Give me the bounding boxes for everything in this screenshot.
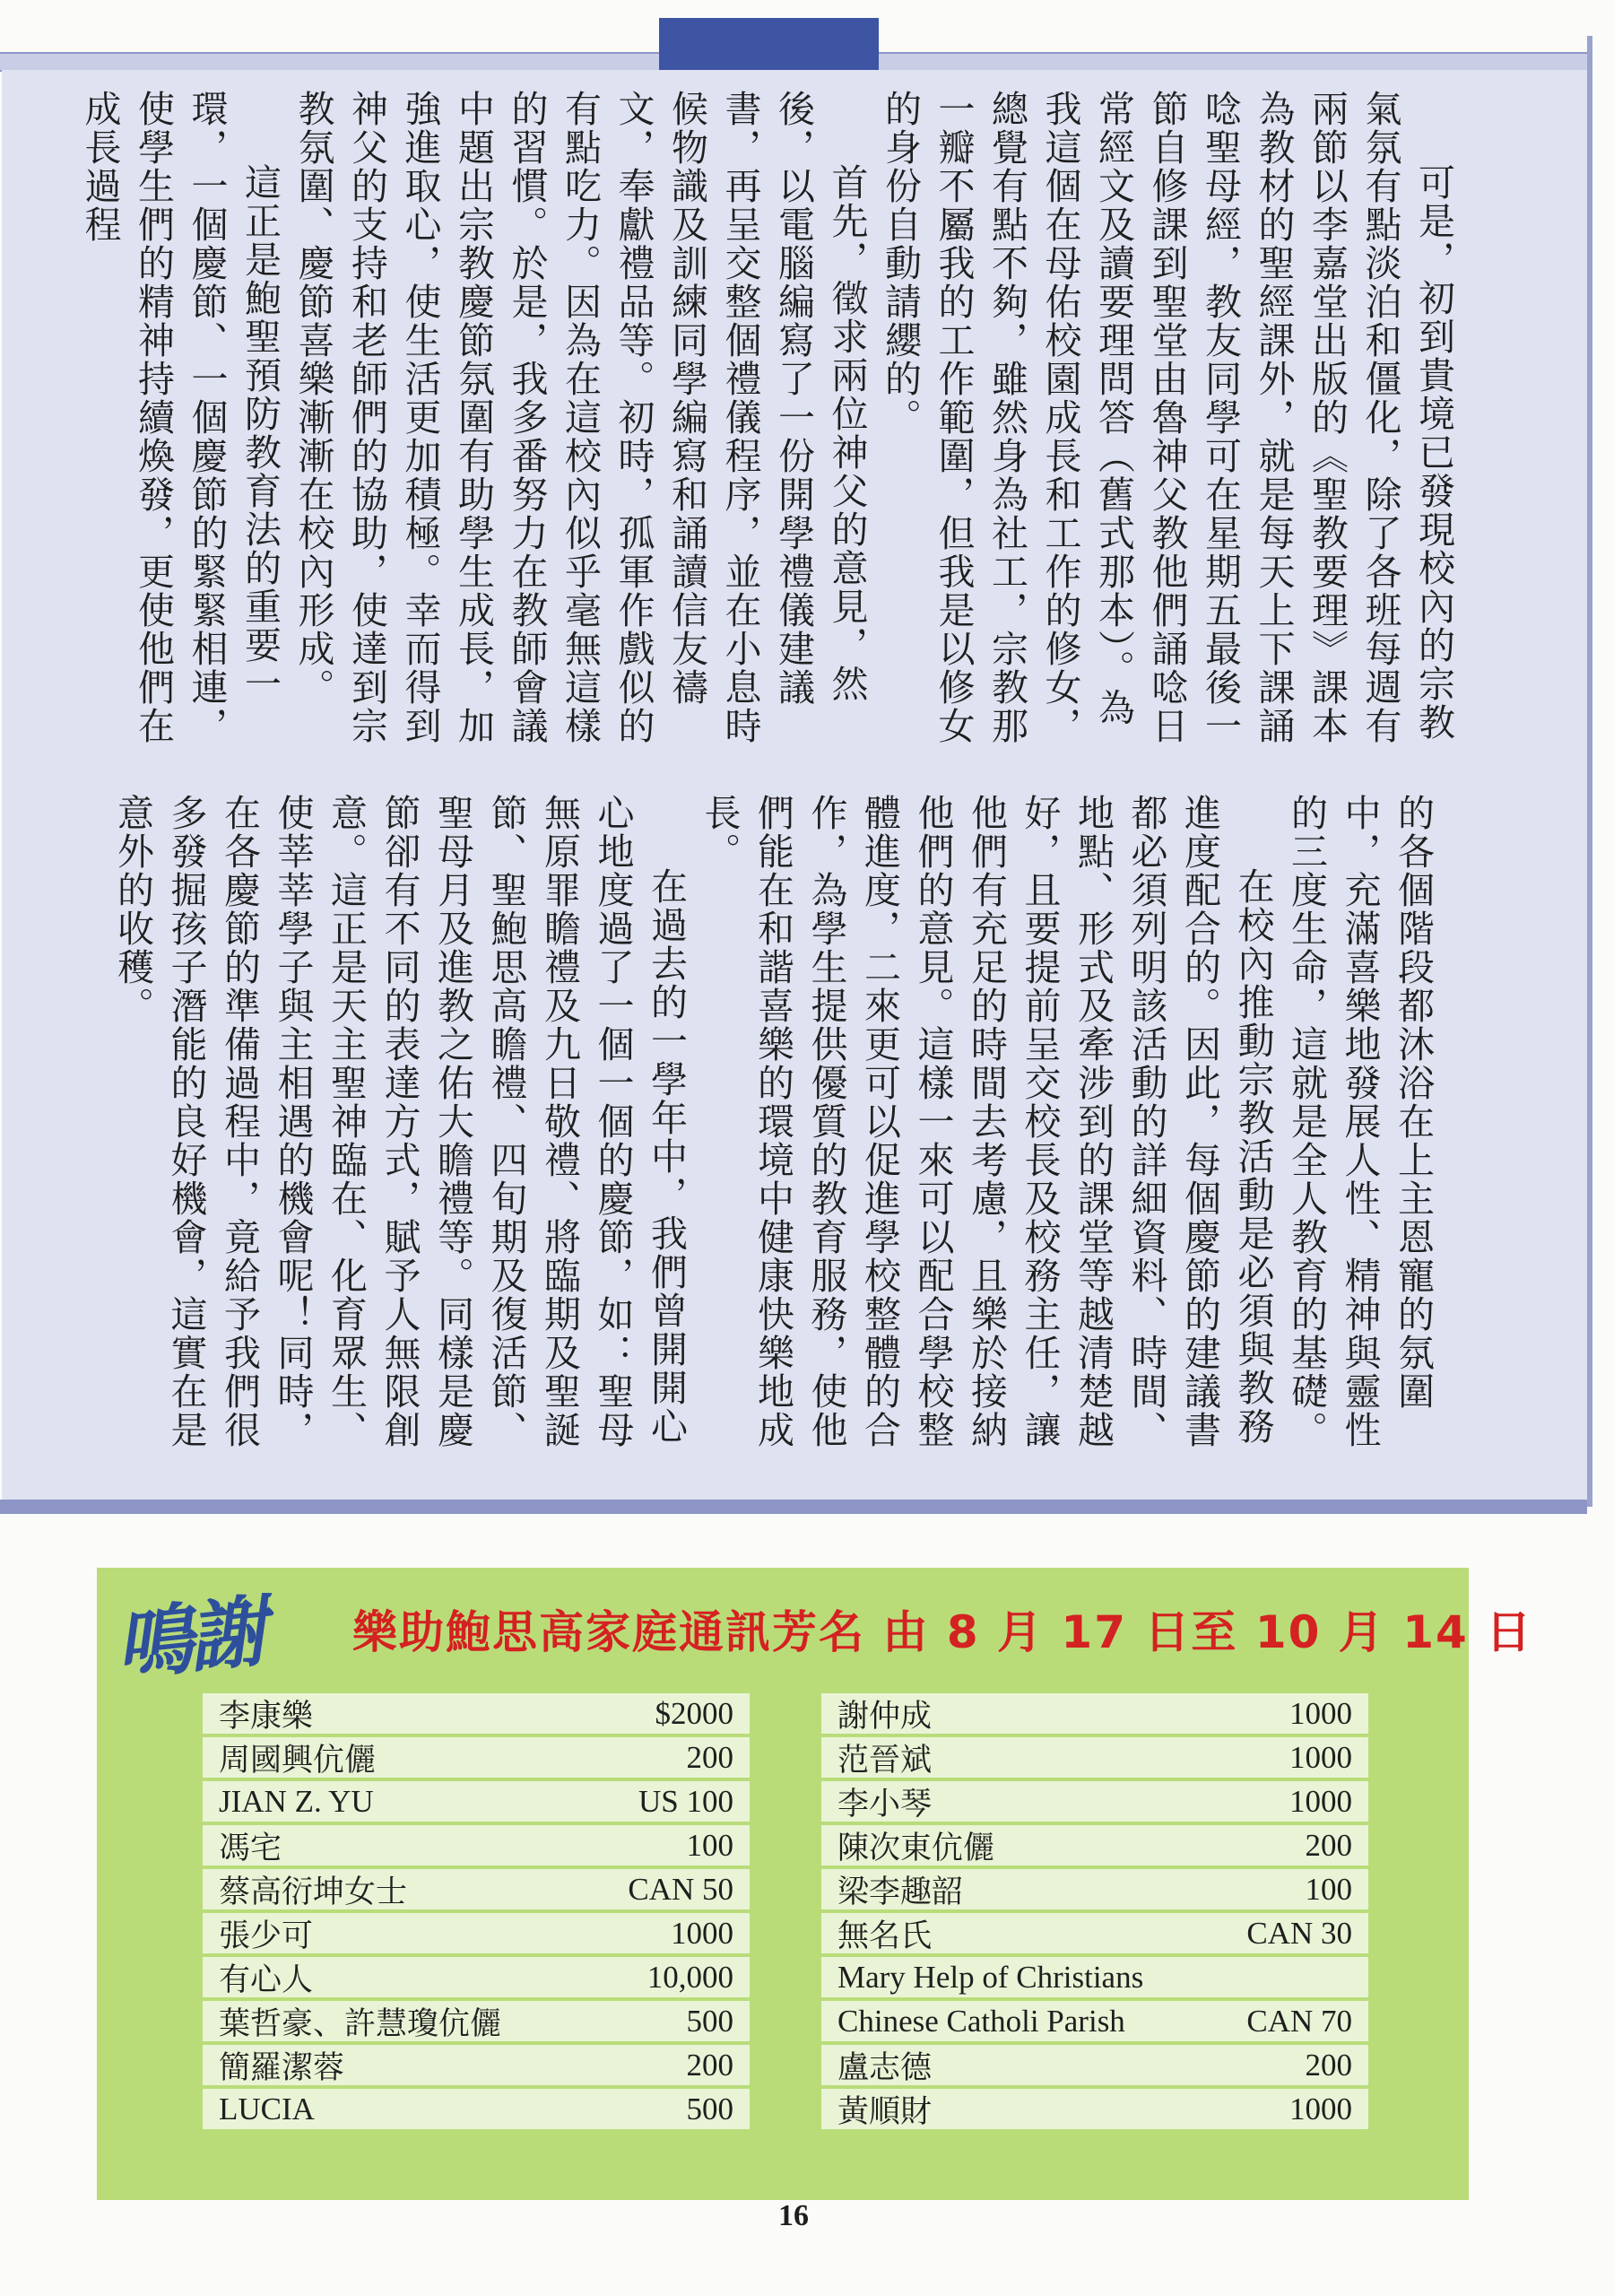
article-block-lower	[111, 794, 1439, 1453]
donor-amount: 1000	[1289, 1695, 1352, 1731]
donor-amount: $2000	[655, 1695, 733, 1731]
donor-amount: 200	[686, 2047, 733, 2083]
donor-row	[203, 1693, 750, 1734]
donor-amount: 1000	[671, 1915, 733, 1951]
article-paragraph: 首先，徵求兩位神父的意見，然後，以電腦編寫了一份開學禮儀建議書，再呈交整個禮儀程序，並在小息時候物識及訓練同學編寫和誦讀信友禱文，奉獻禮品等。初時，孤軍作戲似的有點吃力。因為在這校內似乎毫無這樣的習慣。於是，我多番努力在教師會議中題出宗教慶節氛圍有助學生成長，加強進取心，使生活更加積極。幸而得到神父的支持和老師們的協助，使達到宗教氛圍、慶節喜樂漸漸在校內形成。	[291, 90, 869, 745]
donor-row	[203, 2045, 750, 2085]
donor-amount: 200	[1305, 2047, 1352, 2083]
donor-name: 李小琴	[837, 1786, 933, 1822]
donor-name: 周國興伉儷	[219, 1742, 377, 1778]
donor-amount: 100	[1305, 1871, 1352, 1907]
donor-name: 蔡高衍坤女士	[219, 1874, 408, 1909]
thanks-panel	[97, 1568, 1533, 2200]
donor-name: 范晉斌	[837, 1742, 933, 1778]
donor-name: Chinese Catholi Parish	[837, 2003, 1125, 2039]
article-block-upper	[78, 90, 1460, 749]
donor-amount: 200	[1305, 1827, 1352, 1863]
right-edge-stripe	[1587, 36, 1592, 1507]
donor-name: 無名氏	[837, 1918, 933, 1953]
donor-name: 黃順財	[837, 2093, 933, 2129]
donor-amount: US 100	[638, 1783, 733, 1819]
donor-row	[203, 1913, 750, 1953]
donor-name: Mary Help of Christians	[837, 1959, 1144, 1995]
donor-name: JIAN Z. YU	[219, 1783, 374, 1819]
donor-amount: 500	[686, 2091, 733, 2126]
page-number: 16	[778, 2199, 809, 2232]
donor-amount: CAN 50	[628, 1871, 733, 1907]
donor-row	[203, 1957, 750, 1997]
donor-row	[203, 1737, 750, 1778]
donor-row	[203, 1825, 750, 1866]
article-paragraph: 這正是鮑聖預防教育法的重要一環，一個慶節、一個慶節的緊緊相連，使學生們的精神持續煥發，更使他們在成長過程	[78, 90, 282, 745]
article-paragraph: 在過去的一學年中，我們曾開開心心地度過了一個一個的慶節，如：聖母無原罪瞻禮及九日敬禮、將臨期及聖誕節、聖鮑思高瞻禮、四旬期及復活節、聖母月及進教之佑大瞻禮等。同樣是慶節卻有不同的表達方式，賦予人無限創意。這正是天主聖神臨在、化育眾生、使莘莘學子與主相遇的機會呢！同時，在各慶節的準備過程中，竟給予我們很多發掘孩子潛能的良好機會，這實在是意外的收穫。	[111, 794, 688, 1449]
donor-row	[821, 1737, 1368, 1778]
donor-name: 馮宅	[219, 1830, 282, 1866]
donor-amount: CAN 70	[1246, 2003, 1352, 2039]
donor-row	[821, 2001, 1368, 2041]
donor-row	[821, 1693, 1368, 1734]
donor-name: 張少可	[219, 1918, 314, 1953]
donor-amount: 10,000	[646, 1959, 733, 1995]
donor-amount: 200	[686, 1739, 733, 1775]
donor-row	[203, 2089, 750, 2129]
donor-amount: 1000	[1289, 1783, 1352, 1819]
donor-row	[821, 1825, 1368, 1866]
donor-row	[821, 2089, 1368, 2129]
donor-row	[203, 2001, 750, 2041]
donor-row	[203, 1869, 750, 1909]
donor-amount: CAN 30	[1246, 1915, 1352, 1951]
donor-name: 簡羅潔蓉	[219, 2049, 345, 2085]
donor-row	[821, 1781, 1368, 1822]
donor-name: 梁李趣韶	[837, 1874, 964, 1909]
donor-name: 葉哲豪、許慧瓊伉儷	[219, 2005, 502, 2041]
donor-row	[821, 1957, 1368, 1997]
thanks-heading: 樂助鮑思高家庭通訊芳名 由 8 月 17 日至 10 月 14 日	[352, 1606, 1533, 1658]
thanks-title: 鳴謝	[110, 1586, 267, 1692]
donor-row	[821, 1869, 1368, 1909]
donor-row	[821, 2045, 1368, 2085]
donor-amount: 1000	[1289, 2091, 1352, 2126]
donor-amount: 1000	[1289, 1739, 1352, 1775]
article-paragraph: 可是，初到貴境已發現校內的宗教氣氛有點淡泊和僵化，除了各班每週有兩節以李嘉堂出版的《聖教要理》課本為教材的聖經課外，就是每天上下課誦唸聖母經，教友同學可在星期五最後一節自修課到聖堂由魯神父教他們誦唸日常經文及讀要理問答（舊式那本）。為我這個在母佑校園成長和工作的修女，總覺有點不夠，雖然身為社工，宗教那一瓣不屬我的工作範圍，但我是以修女的身份自動請纓的。	[879, 90, 1455, 745]
donor-name: 李康樂	[219, 1698, 314, 1734]
donor-amount: 100	[686, 1827, 733, 1863]
donor-list-left	[203, 1693, 750, 2133]
donor-name: 謝仲成	[837, 1698, 933, 1734]
donor-name: 盧志德	[837, 2049, 933, 2085]
donor-row	[821, 1913, 1368, 1953]
donor-name: LUCIA	[219, 2091, 315, 2126]
donor-name: 陳次東伉儷	[837, 1830, 995, 1866]
donor-list-right	[821, 1693, 1368, 2133]
donor-row	[203, 1781, 750, 1822]
donor-amount: 500	[686, 2003, 733, 2039]
bottom-decorative-band	[0, 1500, 1587, 1514]
article-paragraph: 的各個階段都沐浴在上主恩寵的氛圍中，充滿喜樂地發展人性、精神與靈性的三度生命，這就是全人教育的基礎。	[1285, 794, 1435, 1449]
donor-name: 有心人	[219, 1961, 314, 1997]
article-paragraph: 在校內推動宗教活動是必須與教務進度配合的。因此，每個慶節的建議書都必須列明該活動的詳細資料、時間、地點、形式及牽涉到的課堂等越清楚越好，且要提前呈交校長及校務主任，讓他們有充足的時間去考慮，且樂於接納他們的意見。這樣一來可以配合學校整體進度，二來更可以促進學校整體的合作，為學生提供優質的教育服務，使他們能在和諧喜樂的環境中健康快樂地成長。	[698, 794, 1275, 1449]
